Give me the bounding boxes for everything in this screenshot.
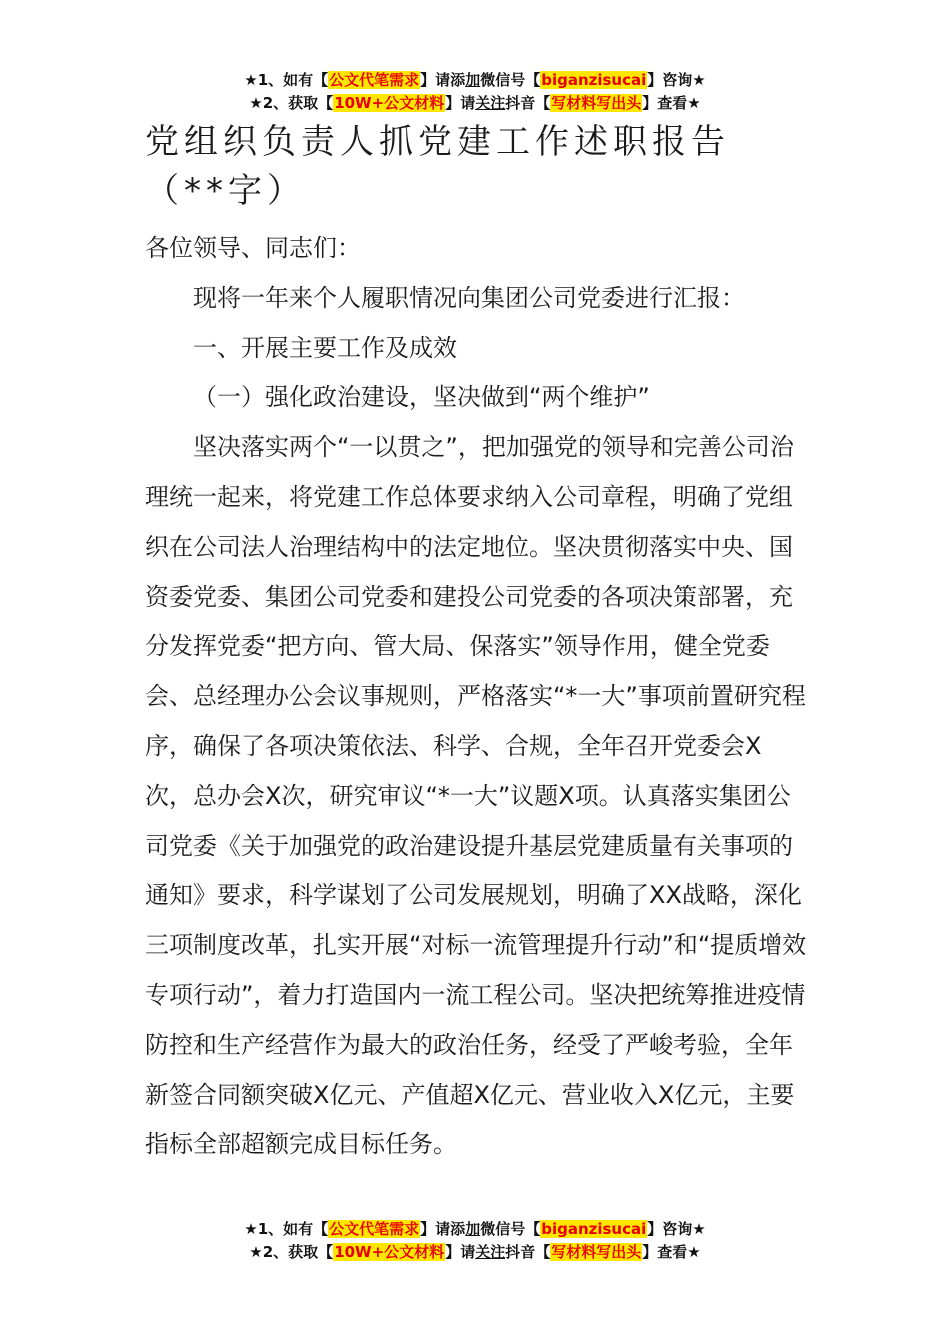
- footer-banner: [0, 1218, 950, 1264]
- banner-highlight: biganzisucai: [541, 71, 647, 89]
- subsection-heading: （一）强化政治建设，坚决做到“两个维护”: [193, 383, 650, 412]
- header-banner: [0, 69, 950, 115]
- banner-text: 抖音【: [505, 1243, 551, 1261]
- banner-line-2: [0, 92, 950, 115]
- banner-text: 微信号【: [480, 71, 541, 89]
- banner-line-2: [0, 1241, 950, 1264]
- banner-line-1: [0, 69, 950, 92]
- banner-text: 】请添: [420, 71, 466, 89]
- section-heading: 一、开展主要工作及成效: [193, 333, 457, 362]
- banner-text: ★2、获取【: [249, 94, 334, 112]
- intro-paragraph: 现将一年来个人履职情况向集团公司党委进行汇报：: [193, 283, 745, 312]
- banner-highlight: 写材料写出头: [551, 1243, 642, 1261]
- banner-highlight: 10W+公文材料: [334, 1243, 445, 1261]
- banner-text: 】查看★: [642, 1243, 701, 1261]
- banner-text: 抖音【: [505, 94, 551, 112]
- banner-text: ★1、如有【: [244, 71, 329, 89]
- banner-underlined-text: 关注: [475, 1243, 506, 1261]
- banner-underlined-text: 加: [465, 1220, 481, 1238]
- banner-text: ★1、如有【: [244, 1220, 329, 1238]
- banner-highlight: 写材料写出头: [551, 94, 642, 112]
- banner-text: 】请: [445, 1243, 476, 1261]
- banner-text: 】请添: [420, 1220, 466, 1238]
- banner-text: 】查看★: [642, 94, 701, 112]
- banner-text: 】咨询★: [647, 1220, 706, 1238]
- banner-underlined-text: 加: [465, 71, 481, 89]
- banner-text: ★2、获取【: [249, 1243, 334, 1261]
- document-body: [145, 118, 807, 1170]
- banner-highlight: 公文代笔需求: [329, 1220, 420, 1238]
- banner-highlight: 10W+公文材料: [334, 94, 445, 112]
- body-paragraph: 坚决落实两个“一以贯之”，把加强党的领导和完善公司治理统一起来，将党建工作总体要求纳入公司章程，明确了党组织在公司法人治理结构中的法定地位。坚决贯彻落实中央、国资委党委、集团公司党委和建投公司党委的各项决策部署，充分发挥党委“把方向、管大局、保落实”领导作用，健全党委会、总经理办公会议事规则，严格落实“*一大”事项前置研究程序，确保了各项决策依法、科学、合规，全年召开党委会X次，总办会X次，研究审议“*一大”议题X项。认真落实集团公司党委《关于加强党的政治建设提升基层党建质量有关事项的通知》要求，科学谋划了公司发展规划，明确了XX战略，深化三项制度改革，扎实开展“对标一流管理提升行动”和“提质增效专项行动”，着力打造国内一流工程公司。坚决把统筹推进疫情防控和生产经营作为最大的政治任务，经受了严峻考验，全年新签合同额突破X亿元、产值超X亿元、营业收入X亿元，主要指标全部超额完成目标任务。: [145, 433, 807, 1159]
- banner-highlight: 公文代笔需求: [329, 71, 420, 89]
- banner-text: 】咨询★: [647, 71, 706, 89]
- banner-text: 微信号【: [480, 1220, 541, 1238]
- document-title: 党组织负责人抓党建工作述职报告（**字）: [145, 122, 730, 211]
- banner-underlined-text: 关注: [475, 94, 506, 112]
- banner-text: 】请: [445, 94, 476, 112]
- banner-highlight: biganzisucai: [541, 1220, 647, 1238]
- salutation: 各位领导、同志们：: [145, 234, 361, 262]
- banner-line-1: [0, 1218, 950, 1241]
